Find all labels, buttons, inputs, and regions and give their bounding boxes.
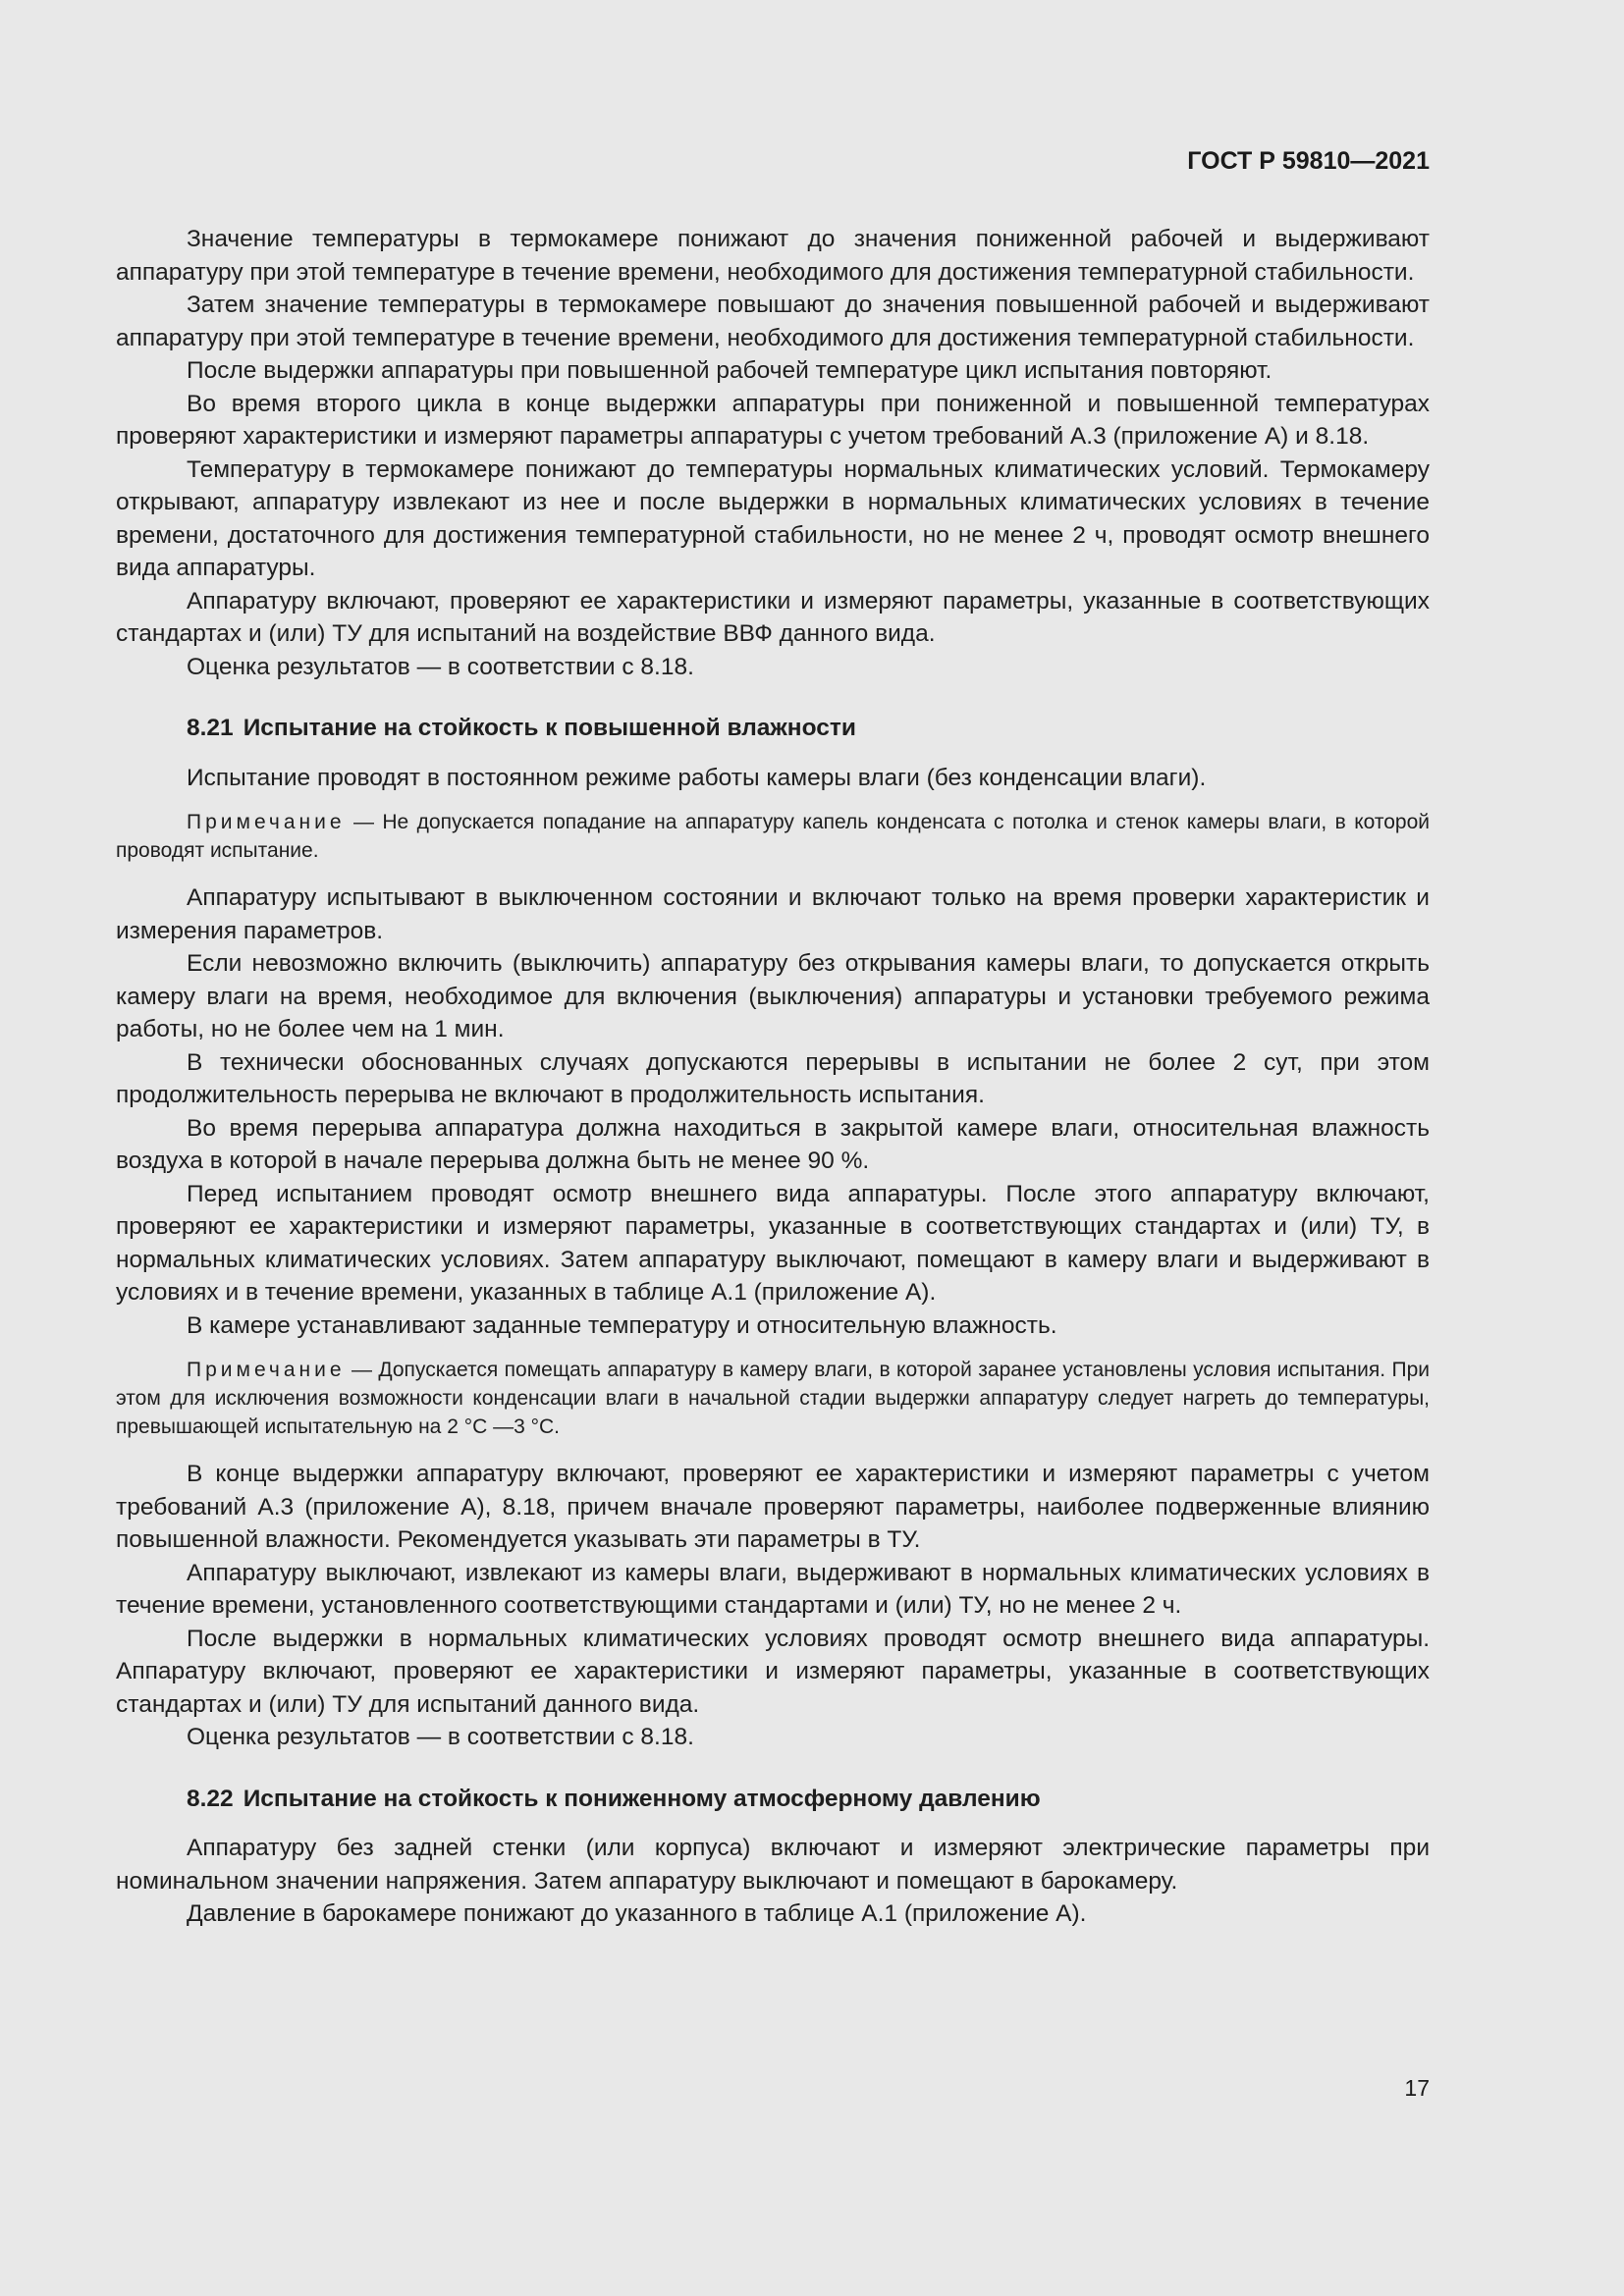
document-header: ГОСТ Р 59810—2021 <box>1187 147 1430 175</box>
paragraph: Испытание проводят в постоянном режиме работы камеры влаги (без конденсации влаги). <box>187 764 1207 791</box>
note-text: — Допускается помещать аппаратуру в камеру влаги, в которой заранее установлены условия испытания. При этом для исключения возможности конденсации влаги в начальной стадии выдержки аппаратуру следует нагреть до температуры, превышающей испытательную на 2 °С —3 °С. <box>116 1359 1430 1438</box>
paragraph: После выдержки в нормальных климатических условиях проводят осмотр внешнего вида аппаратуры. Аппаратуру включают, проверяют ее характеристики и измеряют параметры, указанные в соответствующих стандартах и (или) ТУ для испытаний данного вида. <box>116 1625 1430 1718</box>
paragraph: Аппаратуру испытывают в выключенном состоянии и включают только на время проверки характеристик и измерения параметров. <box>116 884 1430 944</box>
paragraph: Аппаратуру выключают, извлекают из камеры влаги, выдерживают в нормальных климатических условиях в течение времени, установленного соответствующими стандартами и (или) ТУ, но не менее 2 ч. <box>116 1559 1430 1619</box>
paragraph: Оценка результатов — в соответствии с 8.18. <box>187 1724 694 1750</box>
paragraph: В технически обоснованных случаях допускаются перерывы в испытании не более 2 сут, при этом продолжительность перерыва не включают в продолжительность испытания. <box>116 1048 1430 1108</box>
note-label: Примечание <box>187 1359 346 1381</box>
note <box>116 808 1430 865</box>
paragraph: Затем значение температуры в термокамере повышают до значения повышенной рабочей и выдерживают аппаратуру при этой температуре в течение времени, необходимого для достижения температурной стабильности. <box>116 292 1430 351</box>
paragraph: Аппаратуру включают, проверяют ее характеристики и измеряют параметры, указанные в соответствующих стандартах и (или) ТУ для испытаний на воздействие ВВФ данного вида. <box>116 587 1430 647</box>
note <box>116 1356 1430 1441</box>
paragraph: Если невозможно включить (выключить) аппаратуру без открывания камеры влаги, то допускается открыть камеру влаги на время, необходимое для включения (выключения) аппаратуры и установки требуемого режима работы, но не более чем на 1 мин. <box>116 950 1430 1042</box>
paragraph: Во время второго цикла в конце выдержки аппаратуры при пониженной и повышенной температурах проверяют характеристики и измеряют параметры аппаратуры с учетом требований А.3 (приложение А) и 8.18. <box>116 390 1430 450</box>
section-number: 8.21 <box>187 715 234 741</box>
paragraph: В конце выдержки аппаратуру включают, проверяют ее характеристики и измеряют параметры с учетом требований А.3 (приложение А), 8.18, причем вначале проверяют параметры, наиболее подверженные влиянию повышенной влажности. Рекомендуется указывать эти параметры в ТУ. <box>116 1461 1430 1553</box>
page-number: 17 <box>1404 2075 1430 2101</box>
paragraph: Перед испытанием проводят осмотр внешнего вида аппаратуры. После этого аппаратуру включают, проверяют ее характеристики и измеряют параметры, указанные в соответствующих стандартах и (или) ТУ, в нормальных климатических условиях. Затем аппаратуру выключают, помещают в камеру влаги и выдерживают в условиях и в течение времени, указанных в таблице А.1 (приложение А). <box>116 1180 1430 1306</box>
note-label: Примечание <box>187 811 346 833</box>
paragraph: Давление в барокамере понижают до указанного в таблице А.1 (приложение А). <box>187 1900 1087 1927</box>
note-text: — Не допускается попадание на аппаратуру капель конденсата с потолка и стенок камеры влаги, в которой проводят испытание. <box>116 811 1430 862</box>
paragraph: Во время перерыва аппаратура должна находиться в закрытой камере влаги, относительная влажность воздуха в которой в начале перерыва должна быть не менее 90 %. <box>116 1114 1430 1174</box>
section-number: 8.22 <box>187 1785 234 1812</box>
section-title: Испытание на стойкость к пониженному атмосферному давлению <box>243 1785 1041 1812</box>
paragraph: Значение температуры в термокамере понижают до значения пониженной рабочей и выдерживают аппаратуру при этой температуре в течение времени, необходимого для достижения температурной стабильности. <box>116 226 1430 286</box>
paragraph: После выдержки аппаратуры при повышенной рабочей температуре цикл испытания повторяют. <box>187 357 1272 384</box>
section-heading-8-21 <box>116 712 1430 745</box>
document-body <box>116 223 1430 1931</box>
paragraph: Температуру в термокамере понижают до температуры нормальных климатических условий. Термокамеру открывают, аппаратуру извлекают из нее и после выдержки в нормальных климатических условиях в течение времени, достаточного для достижения температурной стабильности, но не менее 2 ч, проводят осмотр внешнего вида аппаратуры. <box>116 455 1430 581</box>
section-heading-8-22 <box>116 1783 1430 1816</box>
section-title: Испытание на стойкость к повышенной влажности <box>243 715 856 741</box>
paragraph: В камере устанавливают заданные температуру и относительную влажность. <box>187 1311 1057 1339</box>
paragraph: Оценка результатов — в соответствии с 8.18. <box>187 653 694 680</box>
paragraph: Аппаратуру без задней стенки (или корпуса) включают и измеряют электрические параметры при номинальном значении напряжения. Затем аппаратуру выключают и помещают в барокамеру. <box>116 1835 1430 1895</box>
